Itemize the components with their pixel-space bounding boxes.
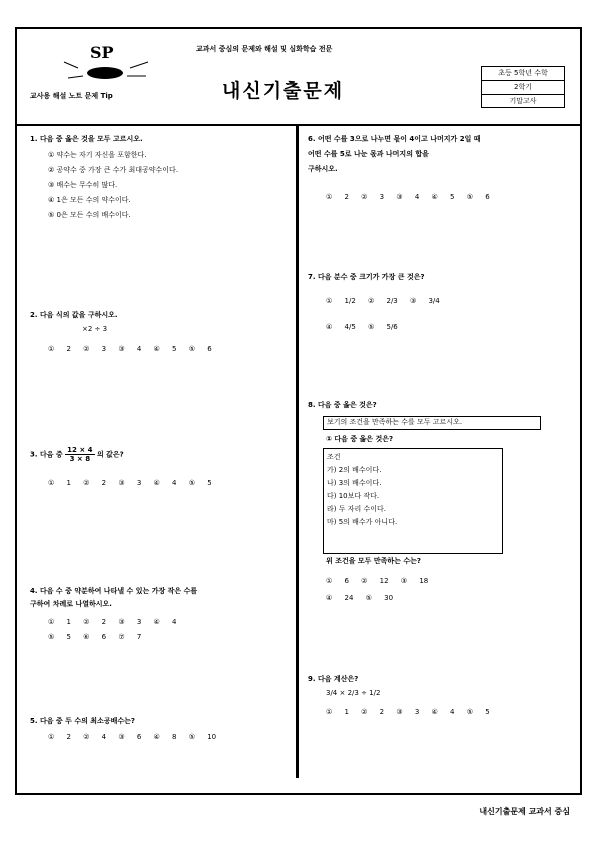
q5-stem: 5. 다음 중 두 수의 최소공배수는? bbox=[30, 717, 135, 725]
q8-box-line: 조건 bbox=[327, 453, 341, 461]
q1-option: ④ 1은 모든 수의 약수이다. bbox=[48, 196, 131, 204]
q3-fraction: $\frac{12 \times 4}{3 \times 8}$ bbox=[67, 446, 93, 463]
q4-stem: 구하여 차례로 나열하시오. bbox=[30, 600, 112, 608]
q8-box-line: 라) 두 자리 수이다. bbox=[327, 505, 386, 513]
q8-box-line: 다) 10보다 작다. bbox=[327, 492, 380, 500]
q6-stem: 구하시오. bbox=[308, 165, 338, 173]
q9-stem: 9. 다음 계산은? bbox=[308, 675, 359, 683]
q8-instruction-box: 보기의 조건을 만족하는 수를 모두 고르시오. bbox=[323, 416, 541, 430]
q2-stem: 2. 다음 식의 값을 구하시오. bbox=[30, 311, 118, 319]
logo-caption: 교사용 해설 노트 문제 Tip bbox=[30, 92, 113, 100]
q8-box-line: 가) 2의 배수이다. bbox=[327, 466, 382, 474]
q6-choices: ① 2 ② 3 ③ 4 ④ 5 ⑤ 6 bbox=[326, 193, 490, 201]
q2-choices: ① 2 ② 3 ③ 4 ④ 5 ⑤ 6 bbox=[48, 345, 212, 353]
q7-choices: ① 1/2 ② 2/3 ③ 3/4 bbox=[326, 297, 440, 305]
q8-box-line: 나) 3의 배수이다. bbox=[327, 479, 382, 487]
info-exam: 기말고사 bbox=[509, 97, 537, 105]
q2-expression: ×2 ÷ 3 bbox=[82, 325, 108, 333]
q8-stem: 8. 다음 중 옳은 것은? bbox=[308, 401, 377, 409]
q1-option: ① 약수는 자기 자신을 포함한다. bbox=[48, 151, 147, 159]
q6-stem: 6. 어떤 수를 3으로 나누면 몫이 4이고 나머지가 2일 때 bbox=[308, 135, 481, 143]
q6-stem: 어떤 수를 5로 나눈 몫과 나머지의 합을 bbox=[308, 150, 429, 158]
q3-choices: ① 1 ② 2 ③ 3 ④ 4 ⑤ 5 bbox=[48, 479, 212, 487]
q7-stem: 7. 다음 분수 중 크기가 가장 큰 것은? bbox=[308, 273, 425, 281]
info-box bbox=[481, 66, 565, 108]
q8-box-line: 마) 5의 배수가 아니다. bbox=[327, 518, 398, 526]
q4-stem: 4. 다음 수 중 약분하여 나타낼 수 있는 가장 작은 수를 bbox=[30, 587, 198, 595]
top-caption: 교과서 중심의 문제와 해설 및 심화학습 전문 bbox=[196, 45, 333, 53]
page-title: 내신기출문제 bbox=[222, 80, 345, 102]
footer-text: 내신기출문제 교과서 중심 bbox=[479, 807, 570, 816]
q8-choices: ④ 24 ⑤ 30 bbox=[326, 594, 394, 602]
q1-stem: 1. 다음 중 옳은 것을 모두 고르시오. bbox=[30, 135, 143, 143]
q8-condition-box bbox=[323, 448, 503, 554]
logo-icon bbox=[58, 40, 168, 96]
q4-choices: ⑤ 5 ⑥ 6 ⑦ 7 bbox=[48, 633, 142, 641]
q1-option: ③ 배수는 무수히 많다. bbox=[48, 181, 118, 189]
q1-option: ⑤ 0은 모든 수의 배수이다. bbox=[48, 211, 131, 219]
q5-choices: ① 2 ② 4 ③ 6 ④ 8 ⑤ 10 bbox=[48, 733, 217, 741]
q9-choices: ① 1 ② 2 ③ 3 ④ 4 ⑤ 5 bbox=[326, 708, 490, 716]
column-divider bbox=[296, 126, 299, 778]
q8-after: 위 조건을 모두 만족하는 수는? bbox=[326, 557, 421, 565]
q1-option: ② 공약수 중 가장 큰 수가 최대공약수이다. bbox=[48, 166, 179, 174]
q8-choices: ① 6 ② 12 ③ 18 bbox=[326, 577, 429, 585]
info-semester: 2학기 bbox=[482, 81, 564, 95]
q7-choices: ④ 4/5 ⑤ 5/6 bbox=[326, 323, 398, 331]
q4-choices: ① 1 ② 2 ③ 3 ④ 4 bbox=[48, 618, 177, 626]
q3-stem: 3. 다음 중 $\frac{12 \times 4}{3 \times 8}$ 의 값은? bbox=[30, 446, 124, 463]
q8-sub: ① 다음 중 옳은 것은? bbox=[326, 435, 394, 443]
info-subject: 초등 5학년 수학 bbox=[482, 67, 564, 81]
logo-text: SP bbox=[90, 43, 114, 62]
q9-expression: 3/4 × 2/3 ÷ 1/2 bbox=[326, 689, 381, 697]
